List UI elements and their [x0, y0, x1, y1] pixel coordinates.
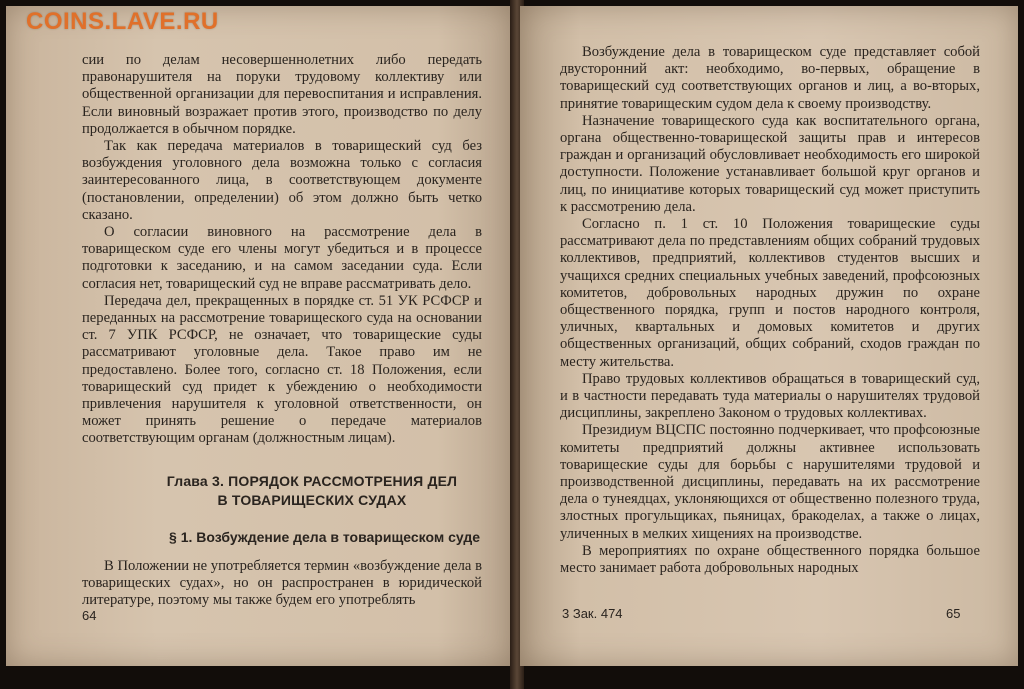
- watermark: COINS.LAVE.RU: [26, 8, 219, 35]
- paragraph: Возбуждение дела в товарищеском суде представляет собой двусторонний акт: необходимо, во-первых, обращение в товарищеский суд соответствующих органов и лиц, а во-вторых, принятие товарищеским судом дела к своему производству.: [560, 44, 980, 112]
- chapter-heading-line2: В ТОВАРИЩЕСКИХ СУДАХ: [217, 491, 407, 508]
- paragraph: О согласии виновного на рассмотрение дела в товарищеском суде его члены могут убедиться и в процессе подготовки к заседанию, и на самом заседании суда. Если согласия нет, товарищеский суд не вправе рассматривать дело.: [82, 224, 482, 292]
- left-page: [6, 6, 514, 666]
- paragraph: В Положении не употребляется термин «возбуждение дела в товарищеских судах», но он распространен в юридической литературе, поэтому мы также будем его употреблять: [82, 557, 482, 609]
- paragraph: В мероприятиях по охране общественного порядка большое место занимает работа добровольных народных: [560, 542, 980, 577]
- chapter-heading: [82, 472, 482, 510]
- paragraph: Президиум ВЦСПС постоянно подчеркивает, что профсоюзные комитеты предприятий должны активнее использовать товарищеские суды для борьбы с нарушителями трудовой и производственной дисциплины, передавать на их рассмотрение дела о тунеядцах, уклоняющихся от общественно полезного труда, злостных прогульщиках, пьяницах, бракоделах, а также о лицах, уличенных в мелких хищениях на производстве.: [560, 422, 980, 542]
- paragraph: Назначение товарищеского суда как воспитательного органа, органа общественно-товарищеской защиты прав и интересов граждан и организаций обусловливает необходимость его широкой доступности. Положение устанавливает большой круг органов и лиц, по инициативе которых товарищеский суд может приступить к рассмотрению дела.: [560, 112, 980, 215]
- paragraph: Право трудовых коллективов обращаться в товарищеский суд, и в частности передавать туда материалы о нарушителях трудовой дисциплины, закреплено Законом о трудовых коллективах.: [560, 370, 980, 422]
- page-number-right: 65: [946, 606, 961, 621]
- paragraph: Согласно п. 1 ст. 10 Положения товарищеские суды рассматривают дела по представлениям общих собраний трудовых коллективов, предприятий, коллективов студентов высших и учащихся средних специальных учебных заведений, профсоюзных комитетов, добровольных народных дружин по охране общественного порядка, групп и постов народного контроля, уличных, квартальных и домовых комитетов и других общественных организаций, общих собраний, сходов граждан по месту жительства.: [560, 216, 980, 370]
- paragraph: Так как передача материалов в товарищеский суд без возбуждения уголовного дела возможна только с согласия заинтересованного лица, в соответствующем документе (постановлении, определении) об этом должно быть четко сказано.: [82, 138, 482, 223]
- paragraph: Передача дел, прекращенных в порядке ст. 51 УК РСФСР и переданных на рассмотрение товарищеского суда на основании ст. 7 УПК РСФСР, не означает, что товарищеские суды рассматривают уголовные дела. Такое право им не предоставлено. Более того, согласно ст. 18 Положения, если товарищеский суд придет к убеждению о необходимости привлечения нарушителя к уголовной ответственности, он может принять решение о передаче материалов соответствующим органам (должностным лицам).: [82, 292, 482, 447]
- paragraph: сии по делам несовершеннолетних либо передать правонарушителя на поруки трудовому коллективу или общественной организации для перевоспитания и исправления. Если виновный возражает против этого, производство по делу продолжается в обычном порядке.: [82, 52, 482, 137]
- section-heading: § 1. Возбуждение дела в товарищеском суде: [169, 528, 480, 545]
- page-number-left: 64: [82, 608, 97, 623]
- left-text-column: [82, 52, 482, 609]
- chapter-heading-line1: Глава 3. ПОРЯДОК РАССМОТРЕНИЯ ДЕЛ: [166, 472, 458, 489]
- printer-signature: 3 Зак. 474: [562, 606, 623, 621]
- right-page: [520, 6, 1018, 666]
- right-text-column: [560, 44, 980, 577]
